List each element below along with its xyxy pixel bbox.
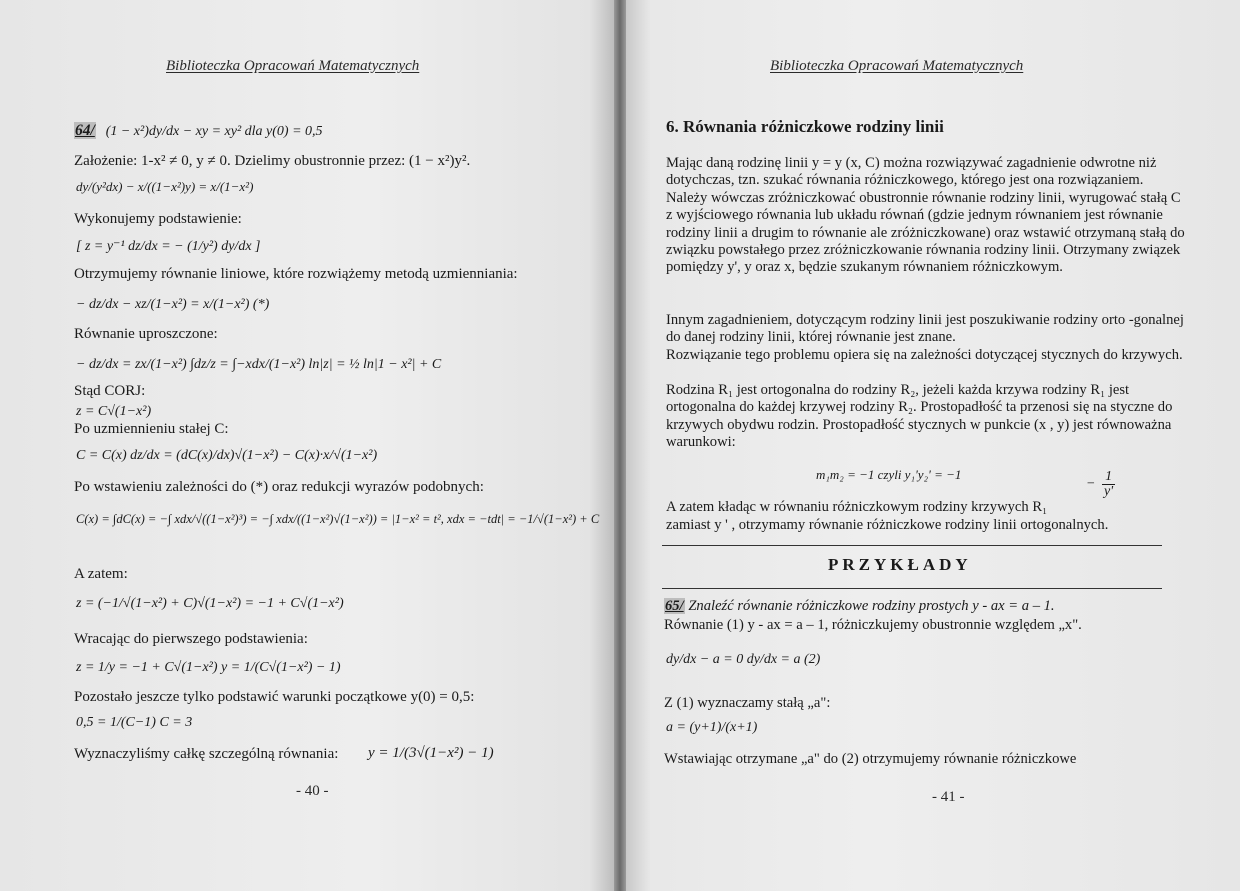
condition-fraction (1086, 470, 1118, 499)
condition-fraction-numerator: 1 (1102, 470, 1115, 485)
paragraph-1: Mając daną rodzinę linii y = y (x, C) można rozwiązywać zagadnienie odwrotne niż dotychczas, tzn. szukać równania różniczkowego, którego jest ona rozwiązaniem. Należy wówczas zróżniczkować obustronnie równanie rodziny linii, wyrugować stałą C z wyjściowego równania lub układu równań (gdzie jednym równaniem jest równanie rodziny linii a drugim to równanie ale zróżniczkowane) oraz wstawić otrzymaną stałą do związku powstałego przez zróżniczkowanie równania rodziny linii. Otrzymany związek pomiędzy y', y oraz x, będzie szukanym równaniem różniczkowym. (666, 155, 1185, 276)
exercise-64-equation (74, 122, 323, 141)
condition-fraction-denominator: y' (1103, 484, 1114, 499)
final-equation: y = 1/(3√(1−x²) − 1) (368, 745, 494, 761)
substitution-back-label: Po wstawieniu zależności do (*) oraz redukcji wyrazów podobnych: (74, 479, 484, 495)
simplified-equation: − dz/dx = zx/(1−x²) ∫dz/z = ∫−xdx/(1−x²) ln|z| = ½ ln|1 − x²| + C (76, 357, 442, 372)
left-page (0, 0, 614, 891)
examples-top-rule (662, 545, 1162, 546)
exercise-number-64: 64/ (75, 122, 95, 139)
paragraph-5b: zamiast y ' , otrzymamy równanie różniczkowe rodziny linii ortogonalnych. (666, 517, 1109, 533)
example-line-2: Równanie (1) y - ax = a – 1, różniczkujemy obustronnie względem „x". (664, 617, 1082, 633)
variation-equation: C = C(x) dz/dx = (dC(x)/dx)√(1−x²) − C(x)·x/√(1−x²) (76, 448, 378, 463)
page-number-left: - 40 - (296, 783, 329, 799)
paragraph-3: Rozwiązanie tego problemu opiera się na zależności dotyczącej stycznych do krzywych. (666, 347, 1183, 363)
example-equation-a: a = (y+1)/(x+1) (666, 720, 758, 735)
simplified-label: Równanie uproszczone: (74, 326, 218, 342)
running-head-left: Biblioteczka Opracowań Matematycznych (166, 58, 420, 74)
paragraph-2: Innym zagadnieniem, dotyczącym rodziny linii jest poszukiwanie rodziny orto -gonalnej do danej rodziny linii, której równanie jest znane. (666, 312, 1184, 346)
paragraph-5a: A zatem kładąc w równaniu różniczkowym rodziny krzywych R₁ (666, 499, 1048, 515)
page-number-right: - 41 - (932, 789, 965, 805)
substitution-label: Wykonujemy podstawienie: (74, 211, 242, 227)
divided-equation: dy/(y²dx) − x/((1−x²)y) = x/(1−x²) (76, 179, 254, 194)
return-equation: z = 1/y = −1 + C√(1−x²) y = 1/(C√(1−x²) − 1) (76, 660, 341, 675)
corj-equation: z = C√(1−x²) (76, 404, 152, 419)
final-label: Wyznaczyliśmy całkę szczególną równania: (74, 746, 339, 762)
initial-label: Pozostało jeszcze tylko podstawić warunki początkowe y(0) = 0,5: (74, 689, 475, 705)
corj-label: Stąd CORJ: (74, 383, 146, 399)
right-page (626, 0, 1240, 891)
return-label: Wracając do pierwszego podstawienia: (74, 631, 308, 647)
orthogonality-condition: m₁m₂ = −1 czyli y₁'y₂' = −1 (816, 467, 962, 482)
book-spine (614, 0, 626, 891)
linear-equation: − dz/dx − xz/(1−x²) = x/(1−x²) (*) (76, 297, 270, 312)
section-title: 6. Równania różniczkowe rodziny linii (666, 117, 944, 136)
example-line-3: Z (1) wyznaczamy stałą „a": (664, 695, 831, 711)
linear-eq-label: Otrzymujemy równanie liniowe, które rozwiążemy metodą uzmienniania: (74, 266, 518, 282)
exercise-equation: (1 − x²)dy/dx − xy = xy² dla y(0) = 0,5 (105, 124, 323, 139)
example-equation-2: dy/dx − a = 0 dy/dx = a (2) (666, 652, 821, 667)
integral-equation: C(x) = ∫dC(x) = −∫ xdx/√((1−x²)³) = −∫ xdx/((1−x²)√(1−x²)) = |1−x² = t², xdx = −tdt| = −1/√(1−x²) + C (76, 512, 600, 526)
thus-label: A zatem: (74, 566, 128, 582)
variation-label: Po uzmiennieniu stałej C: (74, 421, 229, 437)
example-65-task (664, 597, 1055, 615)
running-head-right: Biblioteczka Opracowań Matematycznych (770, 58, 1024, 74)
thus-equation: z = (−1/√(1−x²) + C)√(1−x²) = −1 + C√(1−x²) (76, 596, 344, 611)
initial-equation: 0,5 = 1/(C−1) C = 3 (76, 715, 193, 730)
substitution-equation: [ z = y⁻¹ dz/dx = − (1/y²) dy/dx ] (76, 239, 261, 254)
condition-fraction-sign: − (1086, 476, 1096, 492)
example-line-4: Wstawiając otrzymane „a" do (2) otrzymujemy równanie różniczkowe (664, 751, 1077, 767)
examples-heading: PRZYKŁADY (828, 555, 972, 574)
example-task-text: Znaleźć równanie różniczkowe rodziny prostych y - ax = a – 1. (688, 598, 1055, 614)
condition-fraction-body (1102, 470, 1115, 499)
examples-bottom-rule (662, 588, 1162, 589)
assumption-text: Założenie: 1-x² ≠ 0, y ≠ 0. Dzielimy obustronnie przez: (1 − x²)y². (74, 153, 471, 169)
paragraph-4: Rodzina R₁ jest ortogonalna do rodziny R₂, jeżeli każda krzywa rodziny R₁ jest ortogonalna do każdej krzywej rodziny R₂. Prostopadłość ta przenosi się na styczne do krzywych obydwu rodzin. Prostopadłość stycznych w punkcie (x , y) jest równoważna warunkowi: (666, 382, 1173, 451)
exercise-number-65: 65/ (665, 598, 684, 614)
